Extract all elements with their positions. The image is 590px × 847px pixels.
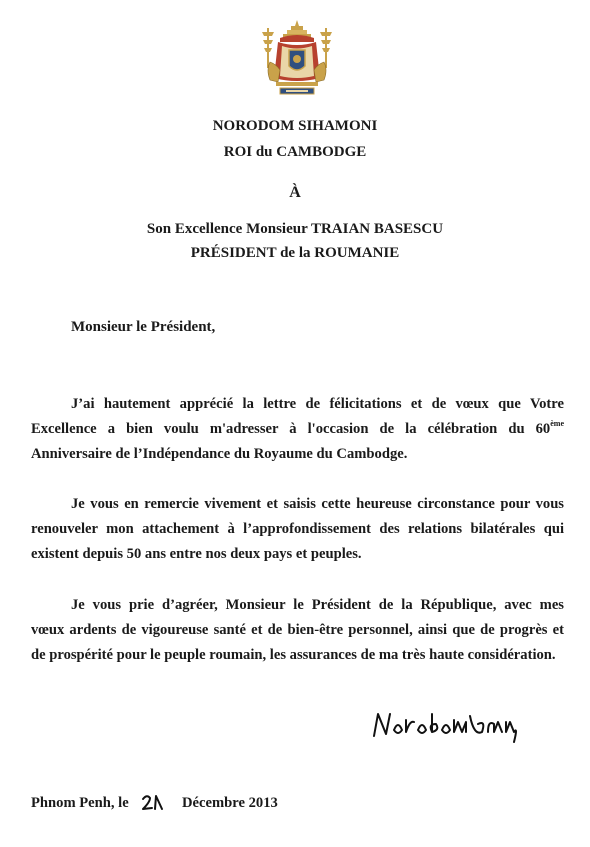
paragraph-1 xyxy=(31,392,564,467)
salutation: Monsieur le Président, xyxy=(71,319,216,335)
sender-title: ROI du CAMBODGE xyxy=(223,144,367,160)
paragraph-1-line-1: J’ai hautement apprécié la lettre de félicitations et de vœux que Votre xyxy=(71,396,564,412)
addressee-marker: À xyxy=(289,184,301,201)
paragraph-3 xyxy=(31,593,564,668)
paragraph-1-line-3: Anniversaire de l’Indépendance du Royaume du Cambodge. xyxy=(31,446,408,462)
paragraph-3-line-2: vœux ardents de vigoureuse santé et de bien-être personnel, ainsi que de progrès et xyxy=(31,622,564,638)
recipient-title: PRÉSIDENT de la ROUMANIE xyxy=(190,245,400,261)
handwritten-signature xyxy=(370,706,520,746)
paragraph-2 xyxy=(31,492,564,567)
recipient-name: Son Excellence Monsieur TRAIAN BASESCU xyxy=(146,221,444,237)
handwritten-day xyxy=(140,793,166,811)
month-year: Décembre 2013 xyxy=(182,795,278,811)
paragraph-2-line-3: existent depuis 50 ans entre nos deux pays et peuples. xyxy=(31,546,362,562)
paragraph-2-line-1: Je vous en remercie vivement et saisis cette heureuse circonstance pour vous xyxy=(71,496,564,512)
royal-coat-of-arms-icon xyxy=(258,18,336,100)
paragraph-3-line-1: Je vous prie d’agréer, Monsieur le Président de la République, avec mes xyxy=(71,597,564,613)
sender-name: NORODOM SIHAMONI xyxy=(212,118,378,134)
date-line xyxy=(31,793,278,812)
place-label: Phnom Penh, le xyxy=(31,795,129,811)
paragraph-2-line-2: renouveler mon attachement à l’approfondissement des relations bilatérales qui xyxy=(31,521,564,537)
ordinal-suffix: ème xyxy=(550,419,564,428)
paragraph-1-line-2: Excellence a bien voulu m'adresser à l'occasion de la célébration du 60ème xyxy=(31,419,564,437)
paragraph-3-line-3: de prospérité pour le peuple roumain, les assurances de ma très haute considération. xyxy=(31,647,556,663)
